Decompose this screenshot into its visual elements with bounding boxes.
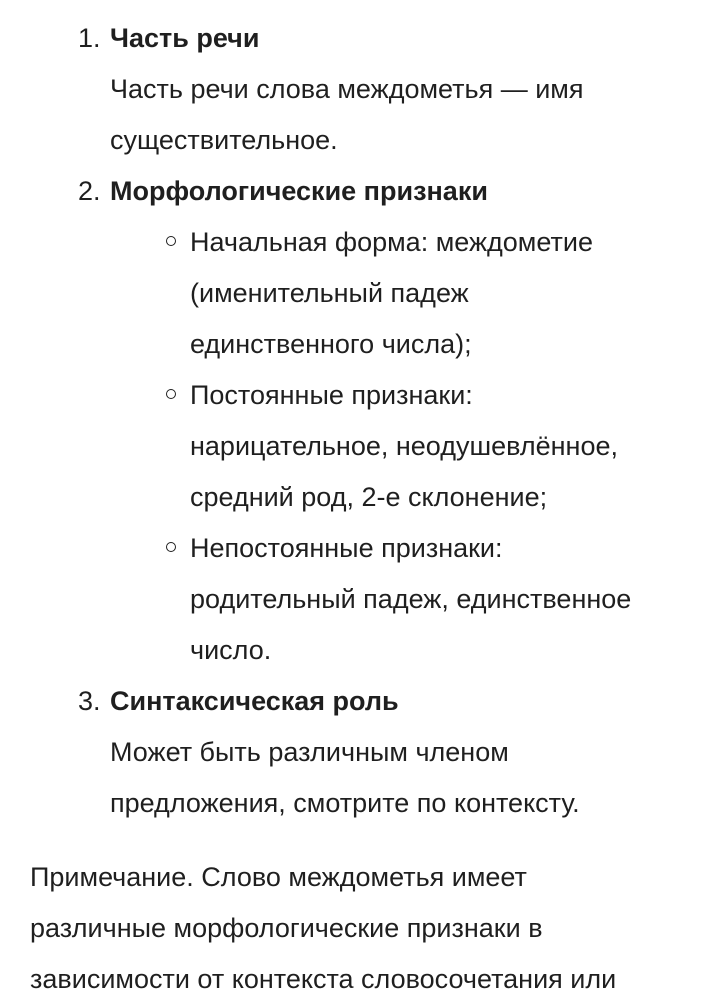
text-line: (именительный падеж xyxy=(190,278,469,308)
text-line: Часть речи слова междометья — имя xyxy=(110,74,584,104)
text-line: средний род, 2-е склонение; xyxy=(190,482,548,512)
note-line: Примечание. Слово междометья имеет xyxy=(30,862,527,892)
text-line: единственного числа); xyxy=(190,329,472,359)
note-line: различные морфологические признаки в xyxy=(30,913,543,943)
item-heading: Синтаксическая роль xyxy=(110,686,399,716)
item-heading: Морфологические признаки xyxy=(110,176,488,206)
list-item-syntax-role xyxy=(0,676,720,829)
text-line: существительное. xyxy=(110,125,338,155)
text-line: Может быть различным членом xyxy=(110,737,509,767)
text-line: Начальная форма: междометие xyxy=(190,227,593,257)
list-number: 1. xyxy=(78,23,101,53)
morphology-sublist xyxy=(110,217,720,676)
text-line: число. xyxy=(190,635,272,665)
sublist-item-constant-features xyxy=(110,370,720,523)
item-heading: Часть речи xyxy=(110,23,260,53)
sublist-item-initial-form xyxy=(110,217,720,370)
text-line: предложения, смотрите по контексту. xyxy=(110,788,580,818)
circle-bullet-icon xyxy=(166,236,176,246)
text-line: родительный падеж, единственное xyxy=(190,584,632,614)
list-number: 3. xyxy=(78,686,101,716)
circle-bullet-icon xyxy=(166,389,176,399)
note-paragraph xyxy=(30,852,710,1005)
list-number: 2. xyxy=(78,176,101,206)
text-line: Постоянные признаки: xyxy=(190,380,473,410)
sublist-item-variable-features xyxy=(110,523,720,676)
analysis-list xyxy=(0,13,720,829)
text-line: нарицательное, неодушевлённое, xyxy=(190,431,618,461)
text-line: Непостоянные признаки: xyxy=(190,533,503,563)
document-body xyxy=(0,13,720,829)
note-line: зависимости от контекста словосочетания или xyxy=(30,964,617,994)
list-item-part-of-speech xyxy=(0,13,720,166)
circle-bullet-icon xyxy=(166,542,176,552)
list-item-morphology xyxy=(0,166,720,676)
